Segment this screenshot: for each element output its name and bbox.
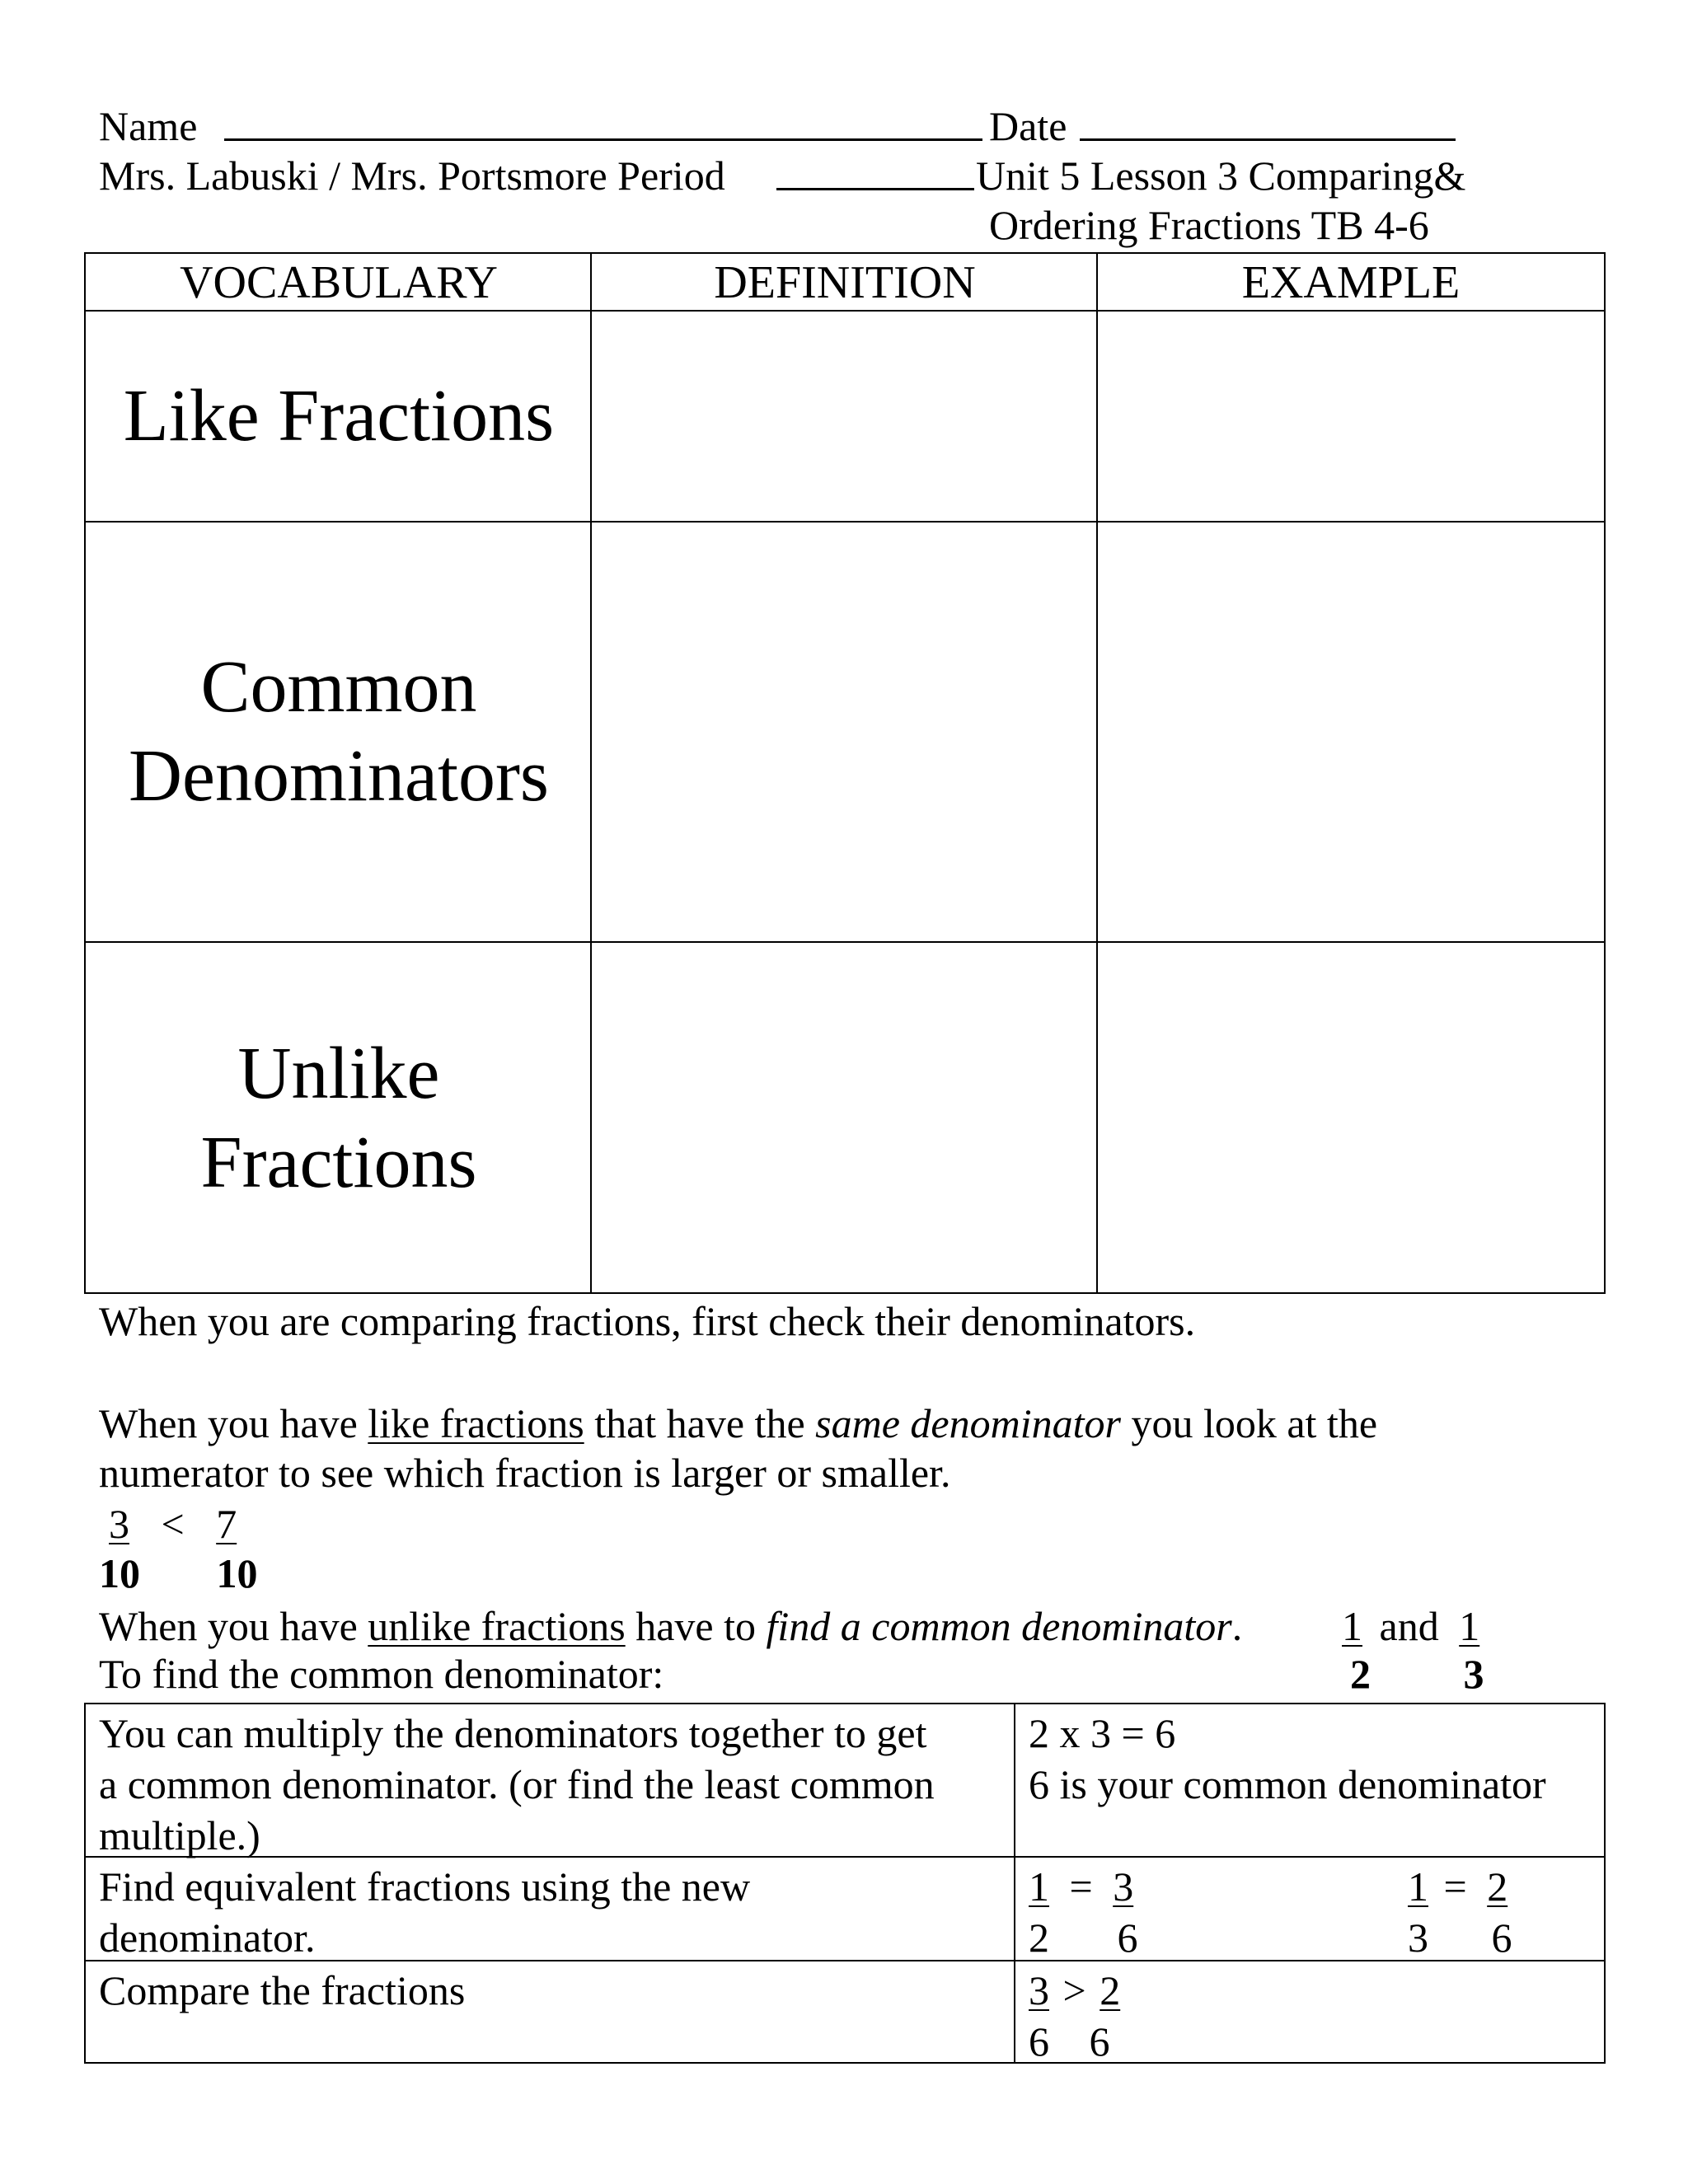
- unlike-example-denominators: [1350, 1651, 1484, 1697]
- denominator: 6: [1089, 2018, 1110, 2064]
- unlike-example-numerators: [1342, 1605, 1479, 1647]
- equivalent-fraction-example: [1029, 1861, 1138, 1963]
- numerator: 1: [1029, 1863, 1049, 1910]
- text-run: When you have: [99, 1400, 368, 1446]
- less-than-sign: <: [161, 1501, 185, 1547]
- common-denominator-emphasis: find a common denominator: [766, 1603, 1232, 1649]
- example-line: 6 is your common denominator: [1029, 1761, 1546, 1807]
- date-label: Date: [989, 103, 1067, 149]
- step-instruction: [99, 1965, 465, 2016]
- compare-fraction-example: [1029, 1965, 1120, 2067]
- header-definition: DEFINITION: [714, 257, 976, 308]
- text-run: have to: [625, 1603, 767, 1649]
- same-denominator-emphasis: same denominator: [815, 1400, 1121, 1446]
- numerator: 2: [1487, 1863, 1508, 1910]
- equals-sign: =: [1069, 1863, 1093, 1910]
- like-fractions-paragraph: [99, 1400, 1378, 1446]
- text-run: you look at the: [1120, 1400, 1378, 1446]
- denominator: 6: [1491, 1915, 1512, 1961]
- numerator: 3: [1113, 1863, 1134, 1910]
- intro-text: When you are comparing fractions, first check their denominators.: [99, 1298, 1196, 1344]
- instruction-line: You can multiply the denominators together to get: [99, 1710, 927, 1756]
- step-example: [1029, 1708, 1546, 1810]
- denominator: 10: [99, 1550, 140, 1596]
- like-fractions-term: like fractions: [368, 1400, 584, 1446]
- equivalent-fraction-example: [1408, 1861, 1512, 1963]
- numerator: 3: [1029, 1967, 1049, 2013]
- denominator: 6: [1117, 1915, 1138, 1961]
- like-example-numerators: [99, 1501, 246, 1547]
- denominator: 6: [1029, 2018, 1049, 2064]
- unlike-fractions-term: unlike fractions: [368, 1603, 626, 1649]
- term-like-fractions: [86, 312, 592, 521]
- numerator: 1: [1408, 1863, 1428, 1910]
- term-line: Fractions: [200, 1122, 477, 1203]
- equals-sign: =: [1443, 1863, 1467, 1910]
- numerator: 1: [1459, 1603, 1480, 1649]
- term-common-denominators: [86, 523, 592, 941]
- unlike-fractions-paragraph: [99, 1605, 1242, 1647]
- numerator: 7: [216, 1501, 237, 1547]
- date-blank[interactable]: [1080, 105, 1456, 141]
- like-fractions-line2: numerator to see which fraction is larger or smaller.: [99, 1450, 951, 1496]
- numerator: 2: [1100, 1967, 1121, 2013]
- instruction-line: denominator.: [99, 1915, 316, 1961]
- and-word: and: [1379, 1603, 1439, 1649]
- instruction-line: Find equivalent fractions using the new: [99, 1863, 751, 1910]
- numerator: 1: [1342, 1603, 1362, 1649]
- term-line: Denominators: [129, 735, 549, 817]
- lesson-title-line1: Unit 5 Lesson 3 Comparing&: [976, 152, 1466, 199]
- example-line: 2 x 3 = 6: [1029, 1710, 1176, 1756]
- vocabulary-table: [84, 252, 1606, 1294]
- denominator: 3: [1408, 1915, 1428, 1961]
- instruction-line: Compare the fractions: [99, 1967, 466, 2013]
- find-common-label: To find the common denominator:: [99, 1651, 664, 1697]
- term-unlike-fractions: [86, 943, 592, 1294]
- greater-than-sign: >: [1062, 1967, 1086, 2013]
- header-example: EXAMPLE: [1241, 257, 1461, 308]
- header-vocabulary: VOCABULARY: [180, 257, 498, 308]
- column-divider: [1014, 1704, 1015, 2062]
- teachers-period-label: Mrs. Labuski / Mrs. Portsmore Period: [99, 152, 725, 199]
- denominator: 3: [1463, 1651, 1484, 1697]
- name-label: Name: [99, 103, 198, 149]
- instruction-line: a common denominator. (or find the least common: [99, 1761, 935, 1807]
- denominator: 10: [216, 1550, 258, 1596]
- term-line: Common: [200, 646, 477, 728]
- name-blank[interactable]: [224, 105, 982, 141]
- denominator: 2: [1350, 1651, 1371, 1697]
- term-line: Unlike: [237, 1033, 440, 1114]
- steps-table: [84, 1703, 1606, 2064]
- instruction-line: multiple.): [99, 1812, 260, 1858]
- numerator: 3: [109, 1501, 129, 1547]
- denominator: 2: [1029, 1915, 1049, 1961]
- header: [0, 0, 1688, 247]
- column-divider: [1096, 254, 1098, 1292]
- step-instruction: [99, 1708, 935, 1861]
- text-run: When you have: [99, 1603, 368, 1649]
- text-run: .: [1231, 1603, 1243, 1649]
- like-example-denominators: [99, 1550, 258, 1596]
- step-instruction: [99, 1861, 750, 1963]
- text-run: that have the: [584, 1400, 816, 1446]
- term-line: Like Fractions: [123, 375, 555, 457]
- period-blank[interactable]: [776, 155, 974, 190]
- lesson-title-line2: Ordering Fractions TB 4-6: [989, 202, 1429, 248]
